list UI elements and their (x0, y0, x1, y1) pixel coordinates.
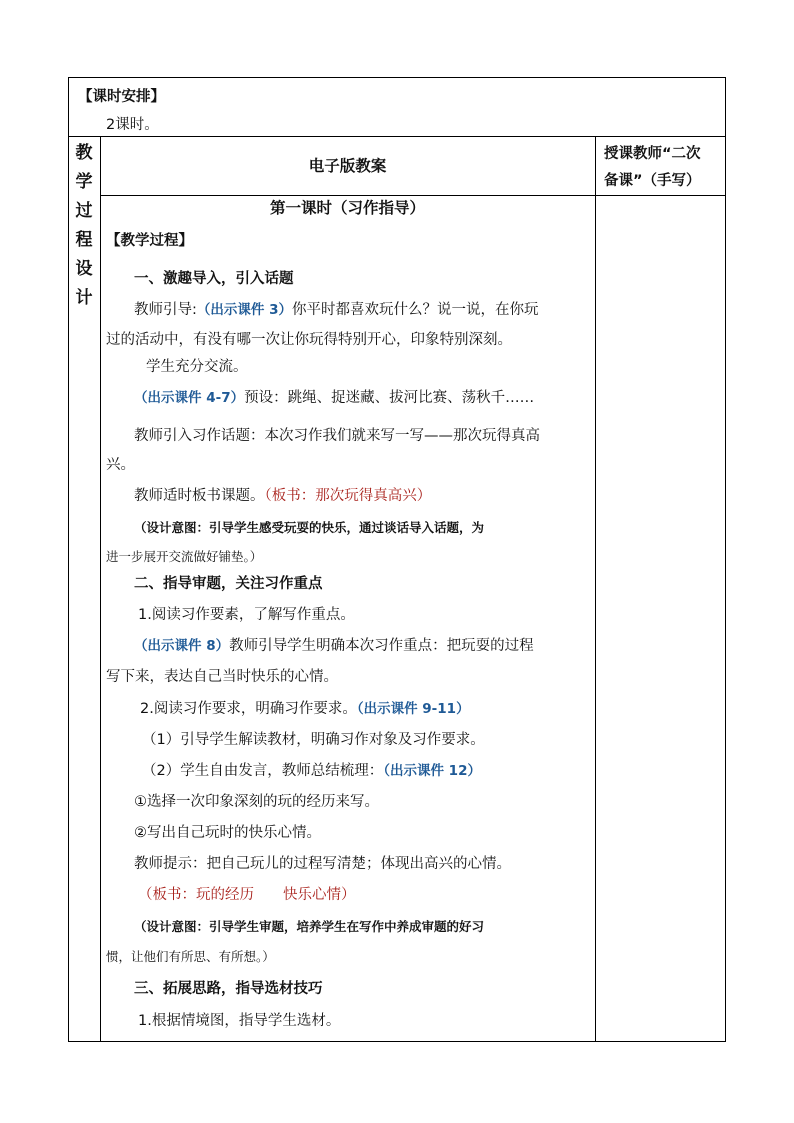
section1-title: 一、激趣导入，引入话题 (134, 271, 294, 287)
paragraph: （2）学生自由发言，教师总结梳理：（出示课件 12） (142, 763, 481, 779)
left-label-char: 计 (75, 288, 93, 308)
courseware-tag: （出示课件 9-11） (356, 701, 470, 717)
header-right-line2: 备课”（手写） (604, 173, 701, 189)
paragraph: 教师引入习作话题：本次习作我们就来写一写——那次玩得真高 (134, 428, 540, 444)
schedule-hours: 2课时。 (106, 117, 159, 133)
paragraph: 学生充分交流。 (146, 359, 248, 375)
left-label-char: 教 (75, 143, 93, 163)
paragraph: 教师提示：把自己玩儿的过程写清楚；体现出高兴的心情。 (134, 856, 511, 872)
board-writing: （板书：那次玩得真高兴） (264, 488, 432, 504)
courseware-tag: （出示课件 12） (383, 763, 481, 779)
section3-title: 三、拓展思路，指导选材技巧 (134, 981, 323, 997)
design-intent: 惯，让他们有所思、有所想。） (106, 949, 275, 964)
courseware-tag: （出示课件 8） (134, 638, 230, 654)
row-divider (68, 136, 726, 137)
paragraph: 过的活动中，有没有哪一次让你玩得特别开心，印象特别深刻。 (106, 332, 512, 348)
header-center: 电子版教案 (308, 157, 387, 175)
paragraph: 1.根据情境图，指导学生选材。 (138, 1013, 341, 1029)
paragraph: 教师适时板书课题。（板书：那次玩得真高兴） (134, 488, 432, 504)
header-divider (100, 195, 726, 196)
left-label-char: 过 (75, 201, 93, 221)
left-label-char: 程 (75, 230, 93, 250)
paragraph: 写下来，表达自己当时快乐的心情。 (106, 669, 338, 685)
lesson-title: 第一课时（习作指导） (269, 199, 425, 217)
paragraph: 教师引导:（出示课件 3）你平时都喜欢玩什么？说一说，在你玩 (134, 302, 539, 318)
design-intent: （设计意图：引导学生审题，培养学生在写作中养成审题的好习 (134, 919, 485, 934)
paragraph: 2.阅读习作要求，明确习作要求。（出示课件 9-11） (140, 701, 470, 717)
left-label-char: 设 (75, 259, 93, 279)
courseware-tag: （出示课件 3） (196, 302, 292, 318)
header-right-line1: 授课教师“二次 (604, 146, 701, 162)
table-border-left (68, 77, 69, 1042)
process-heading: 【教学过程】 (106, 233, 193, 249)
courseware-tag: （出示课件 4-7） (134, 390, 245, 406)
paragraph: （出示课件 8）教师引导学生明确本次习作重点：把玩耍的过程 (134, 638, 534, 654)
table-border-right (725, 77, 726, 1042)
schedule-heading: 【课时安排】 (78, 89, 165, 105)
paragraph: 兴。 (106, 457, 135, 473)
paragraph: ①选择一次印象深刻的玩的经历来写。 (134, 794, 379, 810)
paragraph: （1）引导学生解读教材，明确习作对象及习作要求。 (142, 732, 485, 748)
design-intent: 进一步展开交流做好铺垫。） (106, 549, 263, 564)
label-column-divider (100, 136, 101, 1042)
left-label-char: 学 (75, 172, 93, 192)
section2-title: 二、指导审题，关注习作重点 (134, 576, 323, 592)
table-border-bottom (68, 1041, 726, 1042)
design-intent: （设计意图：引导学生感受玩耍的快乐，通过谈话导入话题，为 (134, 520, 485, 535)
board-writing: （板书：玩的经历 快乐心情） (138, 887, 356, 903)
paragraph: ②写出自己玩时的快乐心情。 (134, 825, 321, 841)
paragraph: 1.阅读习作要素，了解写作重点。 (138, 607, 355, 623)
table-border-top (68, 77, 726, 78)
paragraph: （出示课件 4-7）预设：跳绳、捉迷藏、拔河比赛、荡秋千…… (134, 390, 535, 406)
notes-column-divider (595, 136, 596, 1042)
